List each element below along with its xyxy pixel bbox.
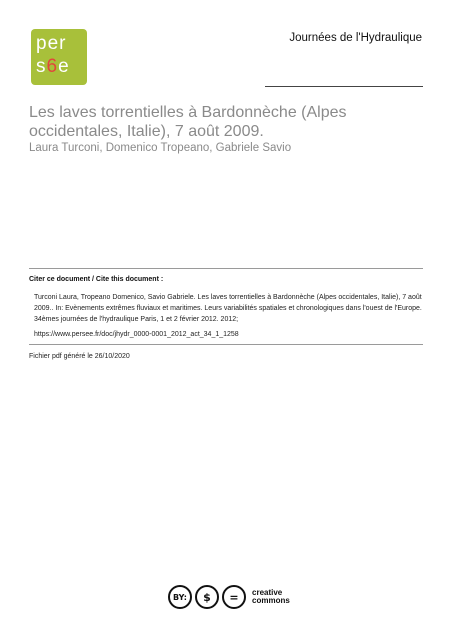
logo-line-2: [36, 57, 82, 77]
cc-nc-icon: $: [195, 585, 219, 609]
journal-name: Journées de l'Hydraulique: [289, 32, 422, 44]
logo-line-1: per: [36, 33, 67, 54]
citation-url-link[interactable]: https://www.persee.fr/doc/jhydr_0000-0001_2012_act_34_1_1258: [34, 331, 239, 338]
citation-bottom-divider: [29, 344, 423, 345]
persee-logo: [31, 29, 87, 85]
cc-wordmark-line-1: creative: [252, 588, 283, 597]
logo-letter-s: s: [36, 56, 47, 77]
cc-by-icon: BY:: [168, 585, 192, 609]
creative-commons-wordmark: [252, 589, 290, 605]
cc-nd-icon: =: [222, 585, 246, 609]
citation-text: Turconi Laura, Tropeano Domenico, Savio Gabriele. Les laves torrentielles à Bardonnèche (Alpes occidentales, Italie), 7 août 2009.. In: Evènements extrêmes fluviaux et maritimes. Leurs variabilités spatiales et chronologiques dans l'ouest de l'Europe. 34èmes journées de l'hydraulique Paris, 1 et 2 février 2012. 2012;: [34, 294, 422, 323]
document-title: Les laves torrentielles à Bardonnèche (Alpes occidentales, Italie), 7 août 2009.: [29, 104, 347, 140]
logo-letter-e: e: [58, 56, 70, 77]
generated-date: Fichier pdf généré le 26/10/2020: [29, 353, 130, 360]
logo-letter-accent: 6: [46, 56, 59, 77]
cc-wordmark-line-2: commons: [252, 596, 290, 605]
citation-top-divider: [29, 268, 423, 269]
cc-license-badge[interactable]: [168, 584, 290, 610]
document-authors: Laura Turconi, Domenico Tropeano, Gabriele Savio: [29, 142, 292, 154]
citation-heading: Citer ce document / Cite this document :: [29, 276, 164, 283]
journal-divider: [265, 86, 423, 87]
